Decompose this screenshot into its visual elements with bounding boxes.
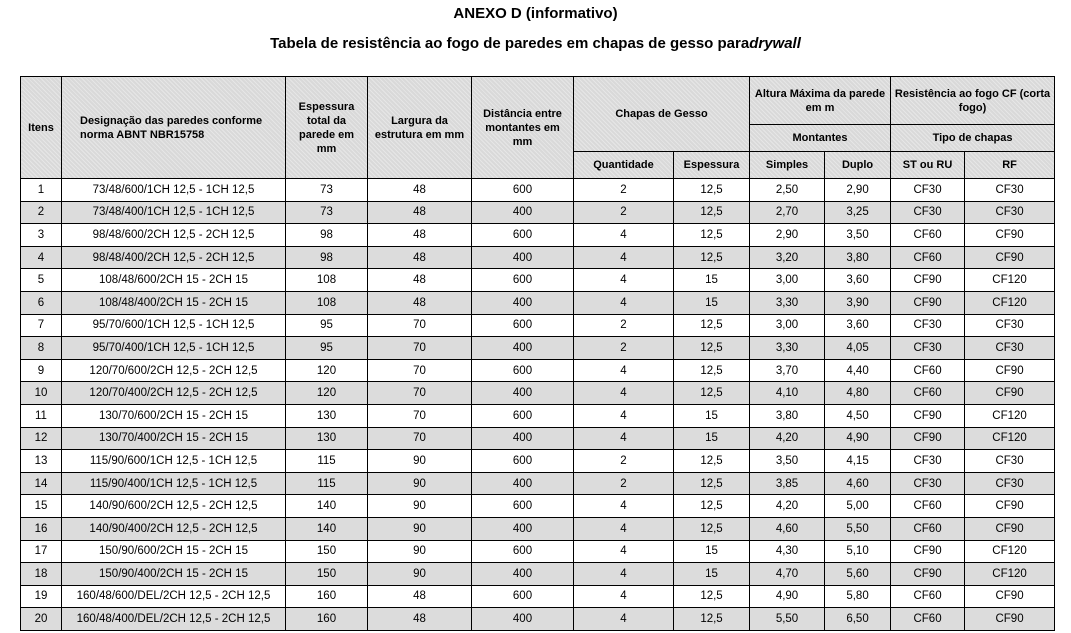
cell-rf: CF120 bbox=[965, 404, 1055, 427]
cell-quantidade: 4 bbox=[574, 540, 674, 563]
header-st-ru: ST ou RU bbox=[891, 152, 965, 179]
cell-item: 3 bbox=[21, 224, 62, 247]
header-itens: Itens bbox=[21, 77, 62, 179]
cell-quantidade: 4 bbox=[574, 495, 674, 518]
cell-st-ru: CF30 bbox=[891, 337, 965, 360]
cell-espessura-chapa: 12,5 bbox=[674, 201, 750, 224]
cell-espessura: 130 bbox=[286, 427, 368, 450]
cell-designacao: 98/48/600/2CH 12,5 - 2CH 12,5 bbox=[62, 224, 286, 247]
table-row bbox=[21, 472, 1055, 495]
cell-espessura-chapa: 15 bbox=[674, 291, 750, 314]
header-simples: Simples bbox=[750, 152, 825, 179]
cell-quantidade: 2 bbox=[574, 201, 674, 224]
cell-rf: CF90 bbox=[965, 517, 1055, 540]
cell-largura: 70 bbox=[368, 382, 472, 405]
cell-espessura: 160 bbox=[286, 585, 368, 608]
cell-espessura: 108 bbox=[286, 269, 368, 292]
cell-quantidade: 2 bbox=[574, 179, 674, 202]
table-row bbox=[21, 450, 1055, 473]
cell-rf: CF90 bbox=[965, 608, 1055, 631]
cell-st-ru: CF60 bbox=[891, 608, 965, 631]
cell-largura: 48 bbox=[368, 291, 472, 314]
cell-espessura-chapa: 12,5 bbox=[674, 585, 750, 608]
cell-distancia: 600 bbox=[472, 224, 574, 247]
cell-largura: 90 bbox=[368, 472, 472, 495]
cell-duplo: 4,15 bbox=[825, 450, 891, 473]
cell-item: 6 bbox=[21, 291, 62, 314]
cell-espessura-chapa: 12,5 bbox=[674, 179, 750, 202]
cell-st-ru: CF90 bbox=[891, 404, 965, 427]
cell-largura: 90 bbox=[368, 563, 472, 586]
cell-designacao: 115/90/600/1CH 12,5 - 1CH 12,5 bbox=[62, 450, 286, 473]
cell-duplo: 3,60 bbox=[825, 314, 891, 337]
cell-distancia: 600 bbox=[472, 540, 574, 563]
cell-st-ru: CF60 bbox=[891, 517, 965, 540]
cell-simples: 4,90 bbox=[750, 585, 825, 608]
cell-espessura: 98 bbox=[286, 246, 368, 269]
cell-duplo: 3,80 bbox=[825, 246, 891, 269]
cell-quantidade: 2 bbox=[574, 450, 674, 473]
cell-item: 18 bbox=[21, 563, 62, 586]
cell-simples: 4,10 bbox=[750, 382, 825, 405]
cell-st-ru: CF90 bbox=[891, 427, 965, 450]
cell-espessura: 160 bbox=[286, 608, 368, 631]
cell-designacao: 95/70/600/1CH 12,5 - 1CH 12,5 bbox=[62, 314, 286, 337]
cell-espessura-chapa: 12,5 bbox=[674, 472, 750, 495]
header-resistencia: Resistência ao fogo CF (corta fogo) bbox=[891, 77, 1055, 125]
cell-largura: 48 bbox=[368, 179, 472, 202]
header-largura: Largura da estrutura em mm bbox=[368, 77, 472, 179]
cell-largura: 70 bbox=[368, 337, 472, 360]
cell-largura: 70 bbox=[368, 404, 472, 427]
cell-espessura: 95 bbox=[286, 314, 368, 337]
cell-duplo: 5,60 bbox=[825, 563, 891, 586]
cell-quantidade: 2 bbox=[574, 472, 674, 495]
cell-distancia: 400 bbox=[472, 337, 574, 360]
cell-duplo: 3,90 bbox=[825, 291, 891, 314]
header-esp-chapa: Espessura bbox=[674, 152, 750, 179]
cell-rf: CF30 bbox=[965, 337, 1055, 360]
cell-distancia: 400 bbox=[472, 427, 574, 450]
cell-designacao: 140/90/600/2CH 12,5 - 2CH 12,5 bbox=[62, 495, 286, 518]
table-row bbox=[21, 495, 1055, 518]
cell-largura: 48 bbox=[368, 224, 472, 247]
cell-duplo: 4,80 bbox=[825, 382, 891, 405]
cell-st-ru: CF90 bbox=[891, 540, 965, 563]
table-body bbox=[21, 179, 1055, 631]
cell-largura: 48 bbox=[368, 201, 472, 224]
table-row bbox=[21, 246, 1055, 269]
header-quantidade: Quantidade bbox=[574, 152, 674, 179]
cell-largura: 48 bbox=[368, 269, 472, 292]
cell-espessura: 115 bbox=[286, 450, 368, 473]
cell-designacao: 160/48/400/DEL/2CH 12,5 - 2CH 12,5 bbox=[62, 608, 286, 631]
cell-rf: CF30 bbox=[965, 179, 1055, 202]
cell-item: 10 bbox=[21, 382, 62, 405]
cell-largura: 48 bbox=[368, 585, 472, 608]
cell-quantidade: 4 bbox=[574, 246, 674, 269]
cell-item: 14 bbox=[21, 472, 62, 495]
cell-designacao: 160/48/600/DEL/2CH 12,5 - 2CH 12,5 bbox=[62, 585, 286, 608]
cell-largura: 90 bbox=[368, 495, 472, 518]
cell-distancia: 400 bbox=[472, 563, 574, 586]
table-title: Tabela de resistência ao fogo de paredes em chapas de gesso paradrywall bbox=[270, 35, 801, 52]
cell-quantidade: 4 bbox=[574, 359, 674, 382]
cell-st-ru: CF90 bbox=[891, 269, 965, 292]
cell-duplo: 5,00 bbox=[825, 495, 891, 518]
cell-simples: 3,20 bbox=[750, 246, 825, 269]
cell-st-ru: CF60 bbox=[891, 382, 965, 405]
header-montantes: Montantes bbox=[750, 125, 891, 152]
cell-distancia: 600 bbox=[472, 359, 574, 382]
cell-espessura-chapa: 15 bbox=[674, 404, 750, 427]
cell-rf: CF90 bbox=[965, 246, 1055, 269]
cell-designacao: 130/70/600/2CH 15 - 2CH 15 bbox=[62, 404, 286, 427]
cell-largura: 70 bbox=[368, 314, 472, 337]
cell-designacao: 130/70/400/2CH 15 - 2CH 15 bbox=[62, 427, 286, 450]
cell-quantidade: 2 bbox=[574, 314, 674, 337]
cell-quantidade: 4 bbox=[574, 224, 674, 247]
cell-duplo: 4,40 bbox=[825, 359, 891, 382]
cell-simples: 4,60 bbox=[750, 517, 825, 540]
cell-distancia: 600 bbox=[472, 179, 574, 202]
cell-duplo: 3,60 bbox=[825, 269, 891, 292]
header-designacao: Designação das paredes conforme norma ABNT NBR15758 bbox=[62, 77, 286, 179]
cell-st-ru: CF90 bbox=[891, 563, 965, 586]
cell-item: 4 bbox=[21, 246, 62, 269]
cell-st-ru: CF30 bbox=[891, 472, 965, 495]
cell-simples: 5,50 bbox=[750, 608, 825, 631]
cell-distancia: 600 bbox=[472, 404, 574, 427]
cell-designacao: 73/48/400/1CH 12,5 - 1CH 12,5 bbox=[62, 201, 286, 224]
table-row bbox=[21, 540, 1055, 563]
cell-item: 8 bbox=[21, 337, 62, 360]
table-row bbox=[21, 269, 1055, 292]
cell-espessura: 98 bbox=[286, 224, 368, 247]
cell-espessura-chapa: 12,5 bbox=[674, 224, 750, 247]
cell-espessura: 95 bbox=[286, 337, 368, 360]
cell-rf: CF120 bbox=[965, 427, 1055, 450]
cell-espessura: 115 bbox=[286, 472, 368, 495]
cell-duplo: 4,05 bbox=[825, 337, 891, 360]
cell-espessura-chapa: 15 bbox=[674, 269, 750, 292]
cell-rf: CF90 bbox=[965, 585, 1055, 608]
cell-st-ru: CF30 bbox=[891, 179, 965, 202]
cell-distancia: 400 bbox=[472, 382, 574, 405]
cell-designacao: 98/48/400/2CH 12,5 - 2CH 12,5 bbox=[62, 246, 286, 269]
cell-st-ru: CF90 bbox=[891, 291, 965, 314]
cell-espessura-chapa: 12,5 bbox=[674, 359, 750, 382]
table-row bbox=[21, 201, 1055, 224]
cell-simples: 4,20 bbox=[750, 427, 825, 450]
cell-distancia: 600 bbox=[472, 495, 574, 518]
cell-simples: 3,85 bbox=[750, 472, 825, 495]
table-row bbox=[21, 382, 1055, 405]
cell-item: 12 bbox=[21, 427, 62, 450]
cell-designacao: 108/48/400/2CH 15 - 2CH 15 bbox=[62, 291, 286, 314]
table-row bbox=[21, 585, 1055, 608]
cell-designacao: 150/90/600/2CH 15 - 2CH 15 bbox=[62, 540, 286, 563]
header-distancia: Distância entre montantes em mm bbox=[472, 77, 574, 179]
cell-st-ru: CF60 bbox=[891, 585, 965, 608]
fire-resistance-table bbox=[20, 76, 1055, 631]
cell-simples: 3,70 bbox=[750, 359, 825, 382]
header-chapas: Chapas de Gesso bbox=[574, 77, 750, 152]
table-row bbox=[21, 404, 1055, 427]
cell-designacao: 73/48/600/1CH 12,5 - 1CH 12,5 bbox=[62, 179, 286, 202]
cell-simples: 2,50 bbox=[750, 179, 825, 202]
cell-item: 11 bbox=[21, 404, 62, 427]
cell-st-ru: CF30 bbox=[891, 314, 965, 337]
cell-distancia: 400 bbox=[472, 472, 574, 495]
cell-rf: CF90 bbox=[965, 359, 1055, 382]
cell-espessura: 150 bbox=[286, 563, 368, 586]
cell-item: 16 bbox=[21, 517, 62, 540]
cell-duplo: 2,90 bbox=[825, 179, 891, 202]
cell-st-ru: CF60 bbox=[891, 246, 965, 269]
cell-rf: CF90 bbox=[965, 495, 1055, 518]
cell-item: 13 bbox=[21, 450, 62, 473]
header-duplo: Duplo bbox=[825, 152, 891, 179]
cell-item: 15 bbox=[21, 495, 62, 518]
cell-duplo: 6,50 bbox=[825, 608, 891, 631]
cell-designacao: 95/70/400/1CH 12,5 - 1CH 12,5 bbox=[62, 337, 286, 360]
cell-rf: CF120 bbox=[965, 269, 1055, 292]
cell-st-ru: CF60 bbox=[891, 359, 965, 382]
cell-duplo: 5,50 bbox=[825, 517, 891, 540]
cell-distancia: 400 bbox=[472, 201, 574, 224]
cell-distancia: 600 bbox=[472, 450, 574, 473]
cell-duplo: 4,90 bbox=[825, 427, 891, 450]
table-row bbox=[21, 179, 1055, 202]
cell-designacao: 120/70/600/2CH 12,5 - 2CH 12,5 bbox=[62, 359, 286, 382]
cell-quantidade: 2 bbox=[574, 337, 674, 360]
table-row bbox=[21, 427, 1055, 450]
cell-largura: 48 bbox=[368, 608, 472, 631]
cell-simples: 3,00 bbox=[750, 269, 825, 292]
cell-rf: CF30 bbox=[965, 314, 1055, 337]
cell-simples: 2,70 bbox=[750, 201, 825, 224]
cell-distancia: 600 bbox=[472, 269, 574, 292]
cell-largura: 90 bbox=[368, 540, 472, 563]
header-tipo: Tipo de chapas bbox=[891, 125, 1055, 152]
cell-rf: CF120 bbox=[965, 540, 1055, 563]
table-row bbox=[21, 359, 1055, 382]
cell-rf: CF30 bbox=[965, 472, 1055, 495]
cell-simples: 3,80 bbox=[750, 404, 825, 427]
cell-designacao: 140/90/400/2CH 12,5 - 2CH 12,5 bbox=[62, 517, 286, 540]
cell-espessura-chapa: 12,5 bbox=[674, 314, 750, 337]
cell-item: 7 bbox=[21, 314, 62, 337]
cell-distancia: 400 bbox=[472, 608, 574, 631]
cell-st-ru: CF30 bbox=[891, 450, 965, 473]
cell-largura: 70 bbox=[368, 427, 472, 450]
cell-simples: 4,30 bbox=[750, 540, 825, 563]
cell-st-ru: CF60 bbox=[891, 495, 965, 518]
cell-simples: 4,70 bbox=[750, 563, 825, 586]
cell-espessura: 150 bbox=[286, 540, 368, 563]
cell-duplo: 5,10 bbox=[825, 540, 891, 563]
header-altura: Altura Máxima da parede em m bbox=[750, 77, 891, 125]
cell-largura: 90 bbox=[368, 517, 472, 540]
cell-rf: CF90 bbox=[965, 224, 1055, 247]
cell-espessura: 140 bbox=[286, 495, 368, 518]
cell-quantidade: 4 bbox=[574, 427, 674, 450]
cell-simples: 3,50 bbox=[750, 450, 825, 473]
cell-simples: 3,30 bbox=[750, 337, 825, 360]
cell-espessura-chapa: 12,5 bbox=[674, 517, 750, 540]
cell-espessura: 130 bbox=[286, 404, 368, 427]
cell-quantidade: 4 bbox=[574, 291, 674, 314]
cell-espessura-chapa: 12,5 bbox=[674, 382, 750, 405]
cell-distancia: 400 bbox=[472, 517, 574, 540]
header-rf: RF bbox=[965, 152, 1055, 179]
cell-quantidade: 4 bbox=[574, 517, 674, 540]
table-row bbox=[21, 337, 1055, 360]
cell-duplo: 5,80 bbox=[825, 585, 891, 608]
table-row bbox=[21, 563, 1055, 586]
cell-designacao: 150/90/400/2CH 15 - 2CH 15 bbox=[62, 563, 286, 586]
cell-quantidade: 4 bbox=[574, 269, 674, 292]
cell-quantidade: 4 bbox=[574, 404, 674, 427]
cell-duplo: 3,50 bbox=[825, 224, 891, 247]
cell-item: 19 bbox=[21, 585, 62, 608]
cell-rf: CF90 bbox=[965, 382, 1055, 405]
cell-espessura: 73 bbox=[286, 179, 368, 202]
table-row bbox=[21, 314, 1055, 337]
cell-espessura: 140 bbox=[286, 517, 368, 540]
cell-largura: 90 bbox=[368, 450, 472, 473]
cell-item: 9 bbox=[21, 359, 62, 382]
cell-rf: CF120 bbox=[965, 291, 1055, 314]
cell-quantidade: 4 bbox=[574, 585, 674, 608]
cell-espessura: 73 bbox=[286, 201, 368, 224]
cell-rf: CF30 bbox=[965, 201, 1055, 224]
header-espessura: Espessura total da parede em mm bbox=[286, 77, 368, 179]
cell-rf: CF30 bbox=[965, 450, 1055, 473]
cell-designacao: 115/90/400/1CH 12,5 - 1CH 12,5 bbox=[62, 472, 286, 495]
cell-espessura-chapa: 15 bbox=[674, 540, 750, 563]
cell-espessura-chapa: 12,5 bbox=[674, 246, 750, 269]
cell-rf: CF120 bbox=[965, 563, 1055, 586]
cell-espessura-chapa: 12,5 bbox=[674, 608, 750, 631]
cell-espessura-chapa: 15 bbox=[674, 563, 750, 586]
cell-distancia: 400 bbox=[472, 246, 574, 269]
cell-espessura: 108 bbox=[286, 291, 368, 314]
cell-designacao: 108/48/600/2CH 15 - 2CH 15 bbox=[62, 269, 286, 292]
cell-st-ru: CF30 bbox=[891, 201, 965, 224]
cell-quantidade: 4 bbox=[574, 563, 674, 586]
cell-simples: 4,20 bbox=[750, 495, 825, 518]
cell-quantidade: 4 bbox=[574, 382, 674, 405]
cell-espessura: 120 bbox=[286, 359, 368, 382]
cell-item: 20 bbox=[21, 608, 62, 631]
cell-designacao: 120/70/400/2CH 12,5 - 2CH 12,5 bbox=[62, 382, 286, 405]
cell-simples: 3,00 bbox=[750, 314, 825, 337]
cell-duplo: 3,25 bbox=[825, 201, 891, 224]
cell-duplo: 4,50 bbox=[825, 404, 891, 427]
cell-espessura-chapa: 12,5 bbox=[674, 495, 750, 518]
cell-item: 17 bbox=[21, 540, 62, 563]
cell-largura: 70 bbox=[368, 359, 472, 382]
cell-distancia: 400 bbox=[472, 291, 574, 314]
cell-simples: 3,30 bbox=[750, 291, 825, 314]
cell-distancia: 600 bbox=[472, 585, 574, 608]
table-row bbox=[21, 608, 1055, 631]
cell-item: 5 bbox=[21, 269, 62, 292]
table-row bbox=[21, 291, 1055, 314]
cell-espessura-chapa: 15 bbox=[674, 427, 750, 450]
cell-item: 2 bbox=[21, 201, 62, 224]
cell-duplo: 4,60 bbox=[825, 472, 891, 495]
table-row bbox=[21, 517, 1055, 540]
cell-simples: 2,90 bbox=[750, 224, 825, 247]
cell-distancia: 600 bbox=[472, 314, 574, 337]
cell-item: 1 bbox=[21, 179, 62, 202]
cell-largura: 48 bbox=[368, 246, 472, 269]
table-row bbox=[21, 224, 1055, 247]
cell-espessura-chapa: 12,5 bbox=[674, 337, 750, 360]
cell-quantidade: 4 bbox=[574, 608, 674, 631]
annex-title: ANEXO D (informativo) bbox=[453, 5, 618, 22]
cell-espessura-chapa: 12,5 bbox=[674, 450, 750, 473]
cell-st-ru: CF60 bbox=[891, 224, 965, 247]
cell-espessura: 120 bbox=[286, 382, 368, 405]
